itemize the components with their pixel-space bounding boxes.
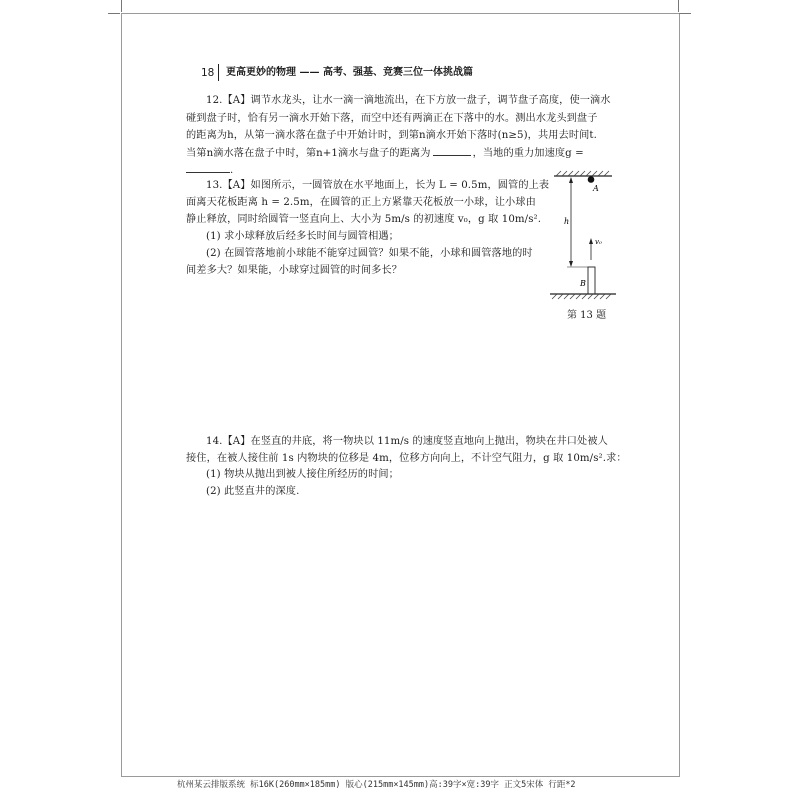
figure-caption: 第 13 题 (567, 310, 607, 321)
problem-line: 面离天花板距离 h = 2.5m，在圆管的正上方紧靠天花板放一小球，让小球由 (186, 197, 536, 208)
answer-blank[interactable] (433, 145, 471, 156)
label-v0: v₀ (595, 238, 602, 246)
tube (588, 267, 595, 294)
running-header (201, 66, 601, 86)
problem-line: (1) 物块从抛出到被人接住所经历的时间； (206, 469, 399, 480)
crop-mark (678, 0, 679, 12)
problem-line: 13.【A】如图所示，一圆管放在水平地面上，长为 L = 0.5m，圆管的上表 (206, 180, 550, 191)
crop-mark (121, 0, 122, 12)
dimension-arrow-bottom (569, 261, 573, 267)
figure-13 (540, 170, 620, 305)
ball (588, 176, 595, 183)
header-divider (218, 64, 219, 81)
answer-blank[interactable] (186, 162, 230, 173)
problem-text: 当第n滴水落在盘子中时，第n+1滴水与盘子的距离为 (186, 148, 431, 159)
dimension-arrow-top (569, 177, 573, 183)
velocity-arrowhead (589, 238, 593, 244)
label-A: A (593, 184, 599, 193)
typesetting-footer: 杭州某云排版系统 标16K(260mm×185mm) 版心(215mm×145mm)高:39字×宽:39字 正文5宋体 行距*2 (177, 780, 576, 790)
crop-mark (679, 13, 691, 14)
ground-hatch (552, 294, 611, 299)
problem-line: 碰到盘子时，恰有另一滴水开始下落，而空中还有两滴正在下落中的水。测出水龙头到盘子 (186, 113, 598, 124)
problem-line (186, 145, 584, 163)
page-number: 18 (201, 67, 215, 79)
problem-line: (2) 在圆管落地前小球能不能穿过圆管？如果不能，小球和圆管落地的时 (206, 248, 533, 259)
problem-text: . (230, 165, 234, 176)
problem-line: (1) 求小球释放后经多长时间与圆管相遇； (206, 231, 399, 242)
label-h: h (564, 217, 570, 226)
problem-text: ，当地的重力加速度g = (472, 148, 584, 159)
problem-line: 12.【A】调节水龙头，让水一滴一滴地流出，在下方放一盘子，调节盘子高度，使一滴水 (206, 95, 611, 106)
problem-line: 间差多大？如果能，小球穿过圆管的时间多长？ (186, 265, 403, 276)
ceiling-hatch (556, 171, 609, 176)
problem-line: 静止释放，同时给圆管一竖直向上、大小为 5m/s 的初速度 v₀，g 取 10m/s². (186, 214, 542, 225)
problem-line: 14.【A】在竖直的井底，将一物块以 11m/s 的速度竖直地向上抛出，物块在井口处被人 (206, 436, 608, 447)
problem-line: (2) 此竖直井的深度. (206, 486, 300, 497)
crop-mark (108, 13, 120, 14)
label-B: B (580, 279, 586, 288)
problem-line: 的距离为h，从第一滴水落在盘子中开始计时，到第n滴水开始下落时(n≥5)，共用去时间t. (186, 130, 597, 141)
problem-line: 接住，在被人接住前 1s 内物块的位移是 4m，位移方向向上，不计空气阻力，g 取 10m/s².求： (186, 453, 627, 464)
book-title: 更高更妙的物理 —— 高考、强基、竞赛三位一体挑战篇 (226, 67, 473, 78)
